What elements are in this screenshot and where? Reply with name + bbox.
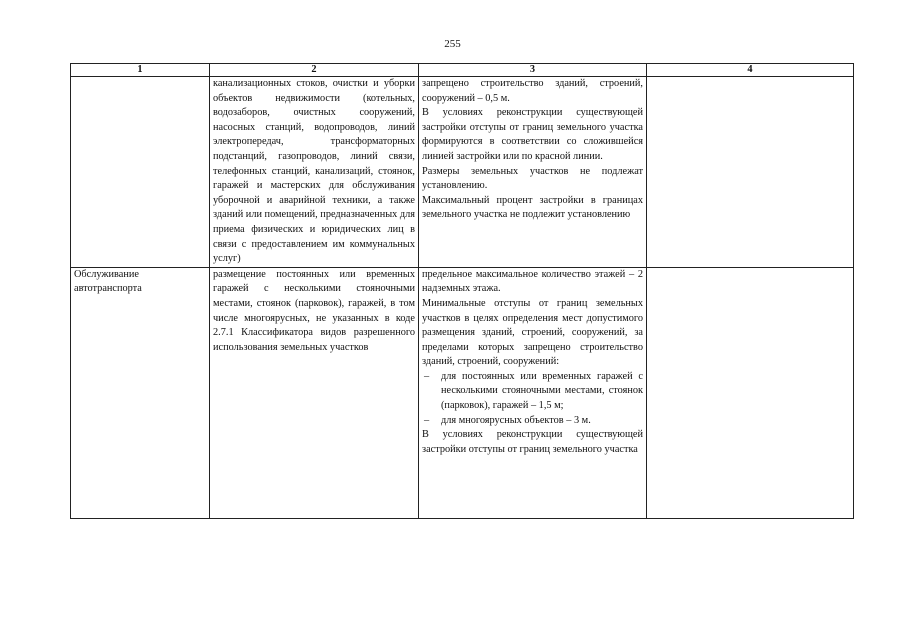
row1-param-2: В условиях реконструкции существующей застройки отступы от границ земельного участка формируются в соответствии со сложившейся линией застройки или по красной линии. <box>422 107 643 162</box>
row2-col4 <box>647 267 854 518</box>
page-number: 255 <box>444 38 461 50</box>
column-header-3: 3 <box>419 64 647 77</box>
column-header-1: 1 <box>71 64 210 77</box>
row1-use-type <box>71 77 210 268</box>
regulations-table <box>70 63 854 519</box>
row2-parameters <box>419 267 647 518</box>
row1-param-1: запрещено строительство зданий, строений, сооружений – 0,5 м. <box>422 78 643 104</box>
list-item-text: для постоянных или временных гаражей с несколькими стояночными местами, стоянок (парковок), гаражей – 1,5 м; <box>441 370 643 412</box>
row2-param-1: предельное максимальное количество этажей – 2 надземных этажа. <box>422 268 643 295</box>
row2-use-type: Обслуживание автотранспорта <box>71 267 210 518</box>
dash-bullet: – <box>424 414 430 426</box>
row1-param-4: Максимальный процент застройки в границах земельного участка не подлежит установлению <box>422 194 643 221</box>
row1-description-text: канализационных стоков, очистки и уборки объектов недвижимости (котельных, водозаборов, очистных сооружений, насосных станций, водопроводов, линий электропередач, трансформаторных подстанций, газопроводов, линий связи, телефонных станций, канализаций, стоянок, гаражей и мастерских для обслуживания уборочной и аварийной техники, а также зданий или помещений, предназначенных для приема физических и юридических лиц в связи с предоставлением им коммунальных услуг) <box>213 78 415 265</box>
row2-description <box>210 267 419 518</box>
dash-bullet: – <box>424 370 430 382</box>
column-header-2: 2 <box>210 64 419 77</box>
row2-param-2: Минимальные отступы от границ земельных участков в целях определения мест допустимого размещения зданий, строений, сооружений, за пределами которых запрещено строительство зданий, строений, сооружений: <box>422 297 643 368</box>
row1-parameters <box>419 77 647 268</box>
row1-description <box>210 77 419 268</box>
row2-param-3: В условиях реконструкции существующей застройки отступы от границ земельного участка <box>422 429 643 455</box>
table-row <box>71 267 854 518</box>
row2-description-text: размещение постоянных или временных гаражей с несколькими стояночными местами, стоянок (парковок), гаражей, в том числе многоярусных, не указанных в коде 2.7.1 Классификатора видов разрешенного использования земельных участков <box>213 268 415 353</box>
table-header-row <box>71 64 854 77</box>
list-item <box>422 414 643 429</box>
row2-setback-list <box>422 370 643 428</box>
row1-col4 <box>647 77 854 268</box>
list-item <box>422 370 643 414</box>
row1-param-3: Размеры земельных участков не подлежат установлению. <box>422 165 643 192</box>
list-item-text: для многоярусных объектов – 3 м. <box>441 414 591 426</box>
column-header-4: 4 <box>647 64 854 77</box>
table-row <box>71 77 854 268</box>
